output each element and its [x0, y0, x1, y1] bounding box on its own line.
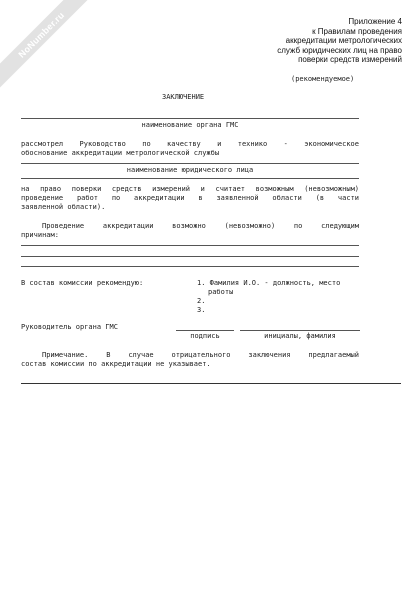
commission-item-1: 1. Фамилия И.О. - должность, место [197, 279, 341, 287]
initials-caption: инициалы, фамилия [264, 332, 336, 340]
paragraph-reasons-line1: Проведение аккредитации возможно (невозможно) по следующим [42, 222, 359, 230]
closing-rule [21, 383, 401, 384]
legal-entity-caption: наименование юридического лица [126, 166, 254, 174]
note-line1: Примечание. В случае отрицательного заключения предлагаемый [42, 351, 359, 359]
legal-entity-underline [21, 178, 359, 179]
appendix-line: Приложение 4 [348, 17, 402, 26]
appendix-line: к Правилам проведения [312, 26, 402, 36]
commission-item-1-continued: работы [208, 288, 234, 296]
head-label: Руководитель органа ГМС [21, 323, 118, 331]
watermark-ribbon [0, 0, 100, 94]
signature-line [176, 330, 234, 331]
legal-entity-line [21, 163, 359, 164]
signature-caption: подпись [190, 332, 220, 340]
commission-item-3: 3. [197, 306, 206, 314]
reasons-line [21, 256, 359, 257]
paragraph-verification-line3: заявленной области). [21, 203, 106, 211]
paragraph-review-line1: рассмотрел Руководство по качеству и технико - экономическое [21, 140, 359, 148]
gms-name-caption: наименование органа ГМС [141, 121, 239, 129]
commission-label: В состав комиссии рекомендую: [21, 279, 144, 287]
appendix-header [212, 17, 402, 65]
paragraph-verification-line2: проведение работ по аккредитации в заявленной области (в части [21, 194, 359, 202]
recommended-label: (рекомендуемое) [291, 75, 355, 83]
paragraph-reasons-line2: причинам: [21, 231, 59, 239]
appendix-line: служб юридических лиц на право [277, 45, 402, 55]
watermark-text: NoNumber.ru [16, 9, 66, 60]
appendix-line: аккредитации метрологических [285, 36, 402, 45]
gms-name-line [21, 118, 359, 119]
commission-item-2: 2. [197, 297, 206, 305]
reasons-line [21, 266, 359, 267]
appendix-line: поверки средств измерений [298, 55, 402, 64]
note-line2: состав комиссии по аккредитации не указывает. [21, 360, 211, 368]
paragraph-verification-line1: на право поверки средств измерений и считает возможным (невозможным) [21, 185, 359, 193]
paragraph-review-line2: обоснование аккредитации метрологической службы [21, 149, 220, 157]
reasons-line [21, 245, 359, 246]
document-title: ЗАКЛЮЧЕНИЕ [162, 93, 205, 101]
initials-line [240, 330, 360, 331]
